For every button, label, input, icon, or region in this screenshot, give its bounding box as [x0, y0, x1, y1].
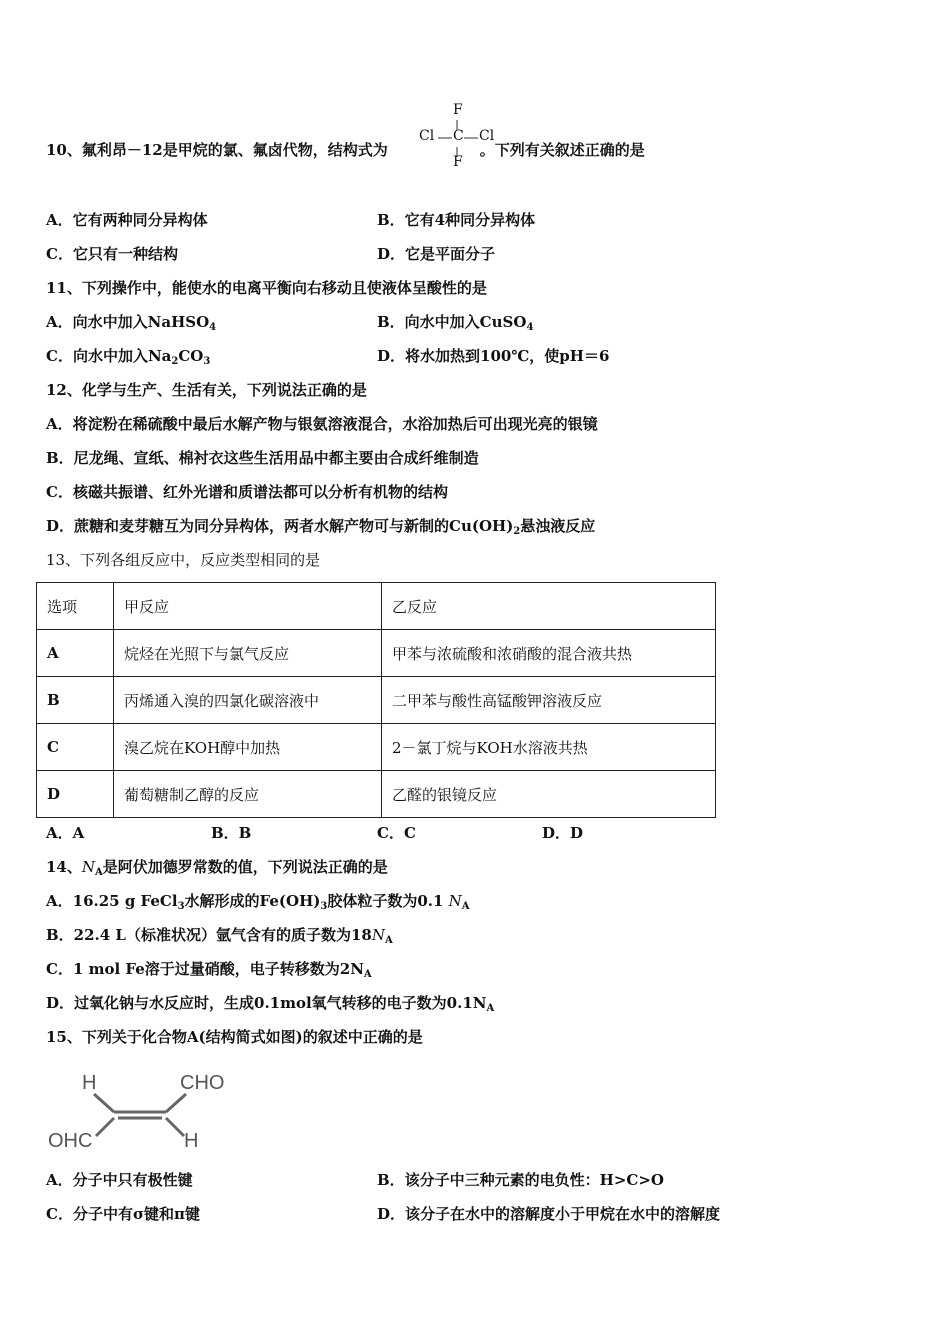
q14-stem: 14、$N_A$是阿伏加德罗常数的值，下列说法正确的是: [46, 858, 388, 878]
formula-top-f: F: [453, 102, 463, 118]
table-cell: 葡萄糖制乙醇的反应: [114, 771, 382, 818]
compound-h-top-left: H: [82, 1072, 97, 1094]
q10-option-b: B．它有4种同分异构体: [377, 211, 536, 229]
table-header-row: [37, 583, 716, 630]
table-cell: 烷烃在光照下与氯气反应: [114, 630, 382, 677]
q12-option-b: B．尼龙绳、宣纸、棉衬衣这些生活用品中都主要由合成纤维制造: [46, 449, 479, 467]
q14-option-d: D．过氧化钠与水反应时，生成0.1mol氧气转移的电子数为$0.1N_A$: [46, 994, 495, 1014]
table-cell: 二甲苯与酸性高锰酸钾溶液反应: [382, 677, 716, 724]
q14-option-a: A．16.25 g FeCl$_3$水解形成的$Fe(OH)_3$胶体粒子数为0.1 $N_A$: [46, 892, 470, 912]
q11-option-b: B．向水中加入CuSO$_4$: [377, 313, 534, 333]
table-cell: A: [37, 630, 114, 677]
table-cell: 丙烯通入溴的四氯化碳溶液中: [114, 677, 382, 724]
q10-option-c: C．它只有一种结构: [46, 245, 178, 263]
compound-cho: CHO: [180, 1072, 225, 1094]
formula-bonds: [416, 100, 504, 176]
q11-option-a: A．向水中加入NaHSO$_4$: [46, 313, 217, 333]
q15-option-c: C．分子中有σ键和π键: [46, 1205, 200, 1223]
compound-h-bottom-right: H: [184, 1130, 199, 1152]
table-cell: 甲苯与浓硫酸和浓硝酸的混合液共热: [382, 630, 716, 677]
compound-a-structure: [46, 1068, 246, 1160]
table-cell: 溴乙烷在KOH醇中加热: [114, 724, 382, 771]
table-cell: C: [37, 724, 114, 771]
freon-structural-formula: [416, 100, 504, 176]
q11-option-c: C．向水中加入$Na_2CO_3$: [46, 347, 211, 367]
table-row: [37, 724, 716, 771]
formula-left-cl: Cl: [419, 128, 435, 144]
header-cell: 甲反应: [114, 583, 382, 630]
q15-option-b: B．该分子中三种元素的电负性：H>C>O: [377, 1171, 664, 1189]
q12-option-a: A．将淀粉在稀硫酸中最后水解产物与银氨溶液混合，水浴加热后可出现光亮的银镜: [46, 415, 598, 433]
header-cell: 乙反应: [382, 583, 716, 630]
formula-center-c: C: [453, 128, 464, 144]
q13-answer-a: A．A: [46, 824, 85, 842]
table-cell: B: [37, 677, 114, 724]
table-row: [37, 677, 716, 724]
formula-right-cl: Cl: [479, 128, 495, 144]
q10-stem: 10、氟利昂－12是甲烷的氯、氟卤代物，结构式为 。下列有关叙述正确的是: [46, 141, 645, 159]
q13-answer-d: D．D: [542, 824, 584, 842]
compound-ohc: OHC: [48, 1130, 93, 1152]
q14-option-b: B．22.4 L（标准状况）氩气含有的质子数为$18N_A$: [46, 926, 393, 946]
table-row: [37, 771, 716, 818]
q13-answer-b: B．B: [211, 824, 252, 842]
q12-option-d: D．蔗糖和麦芽糖互为同分异构体，两者水解产物可与新制的$Cu(OH)_2$悬浊液反应: [46, 517, 596, 537]
q15-stem: 15、下列关于化合物A(结构简式如图)的叙述中正确的是: [46, 1028, 423, 1046]
table-row: [37, 630, 716, 677]
table-cell: 2－氯丁烷与KOH水溶液共热: [382, 724, 716, 771]
q13-stem: 13、下列各组反应中，反应类型相同的是: [46, 551, 321, 569]
table-cell: 乙醛的银镜反应: [382, 771, 716, 818]
table-cell: D: [37, 771, 114, 818]
q13-answer-c: C．C: [377, 824, 416, 842]
q12-stem: 12、化学与生产、生活有关，下列说法正确的是: [46, 381, 367, 399]
q15-option-d: D．该分子在水中的溶解度小于甲烷在水中的溶解度: [377, 1205, 721, 1223]
q10-option-d: D．它是平面分子: [377, 245, 496, 263]
q15-option-a: A．分子中只有极性键: [46, 1171, 193, 1189]
formula-bottom-f: F: [453, 154, 463, 170]
q13-options-table: [36, 582, 716, 818]
header-cell: 选项: [37, 583, 114, 630]
q10-option-a: A．它有两种同分异构体: [46, 211, 208, 229]
q14-option-c: C．1 mol Fe溶于过量硝酸，电子转移数为$2N_A$: [46, 960, 372, 980]
q11-option-d: D．将水加热到100℃，使pH＝6: [377, 347, 610, 365]
q11-stem: 11、下列操作中，能使水的电离平衡向右移动且使液体呈酸性的是: [46, 279, 487, 297]
q12-option-c: C．核磁共振谱、红外光谱和质谱法都可以分析有机物的结构: [46, 483, 448, 501]
